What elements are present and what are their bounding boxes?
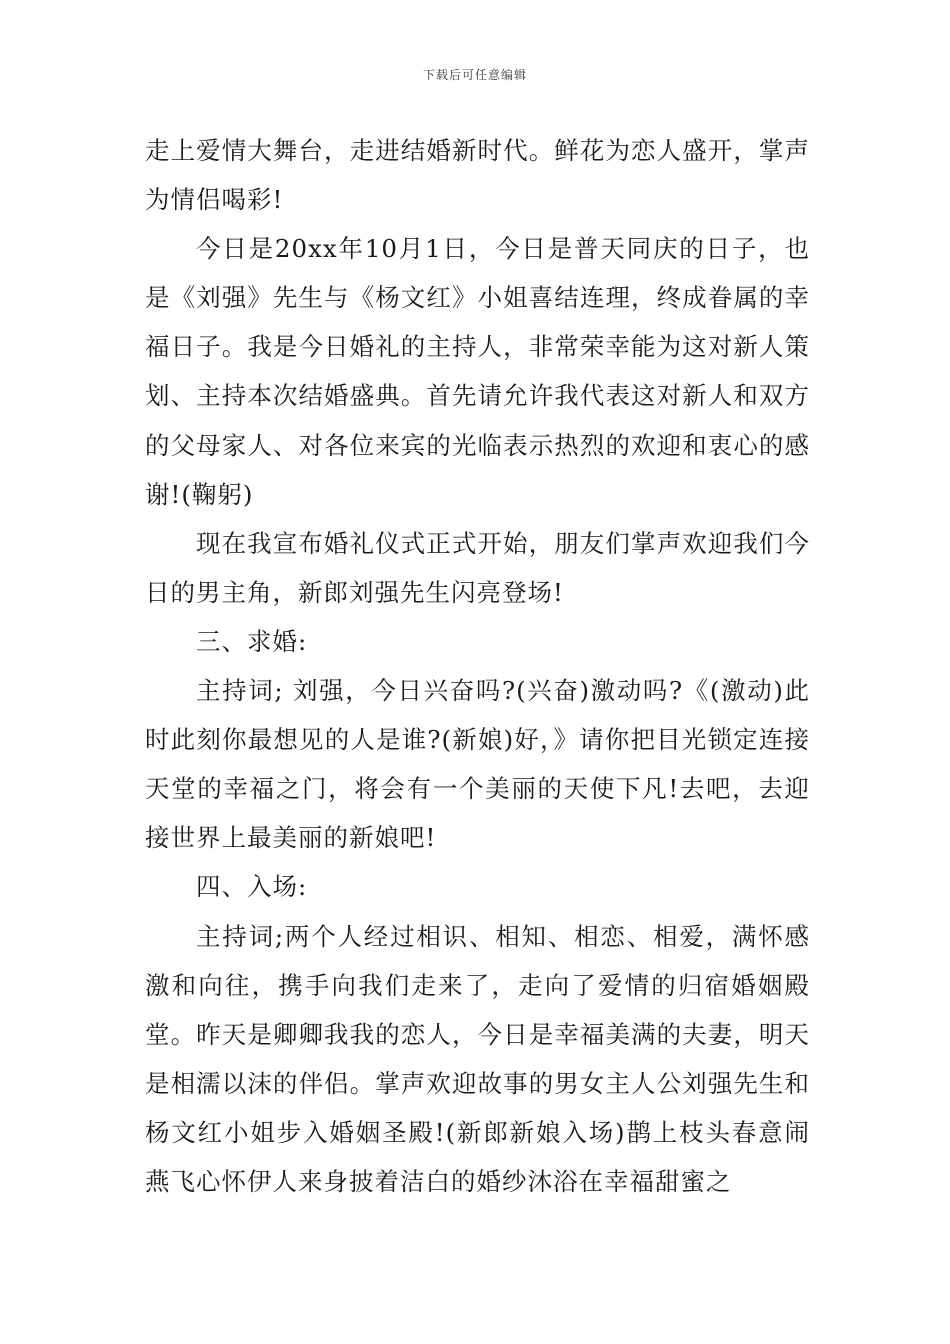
paragraph-ceremony-start: 现在我宣布婚礼仪式正式开始，朋友们掌声欢迎我们今日的男主角，新郎刘强先生闪亮登场! xyxy=(145,528,810,607)
section-heading-proposal: 三、求婚: xyxy=(196,626,308,656)
paragraph-entrance-script: 主持词;两个人经过相识、相知、相恋、相爱，满怀感激和向往，携手向我们走来了，走向了爱情的归宿婚姻殿堂。昨天是卿卿我我的恋人，今日是幸福美满的夫妻，明天是相濡以沫的伴侣。掌声欢迎故事的男女主人公刘强先生和杨文红小姐步入婚姻圣殿!(新郎新娘入场)鹊上枝头春意闹燕飞心怀伊人来身披着洁白的婚纱沐浴在幸福甜蜜之 xyxy=(145,921,810,1196)
paragraph-opening: 走上爱情大舞台，走进结婚新时代。鲜花为恋人盛开，掌声为情侣喝彩! xyxy=(145,136,810,215)
section-heading-entrance: 四、入场: xyxy=(196,872,308,902)
page-header: 下载后可任意编辑 xyxy=(422,68,527,82)
paragraph-proposal-script: 主持词; 刘强，今日兴奋吗?(兴奋)激动吗?《(激动)此时此刻你最想见的人是谁?(新娘)好，》请你把目光锁定连接天堂的幸福之门，将会有一个美丽的天使下凡!去吧，去迎接世界上最美丽的新娘吧! xyxy=(145,676,810,853)
paragraph-date-announcement: 今日是20xx年10月1日，今日是普天同庆的日子，也是《刘强》先生与《杨文红》小姐喜结连理，终成眷属的幸福日子。我是今日婚礼的主持人，非常荣幸能为这对新人策划、主持本次结婚盛典。首先请允许我代表这对新人和双方的父母家人、对各位来宾的光临表示热烈的欢迎和衷心的感谢!(鞠躬) xyxy=(145,234,810,509)
document-body xyxy=(145,126,810,1206)
